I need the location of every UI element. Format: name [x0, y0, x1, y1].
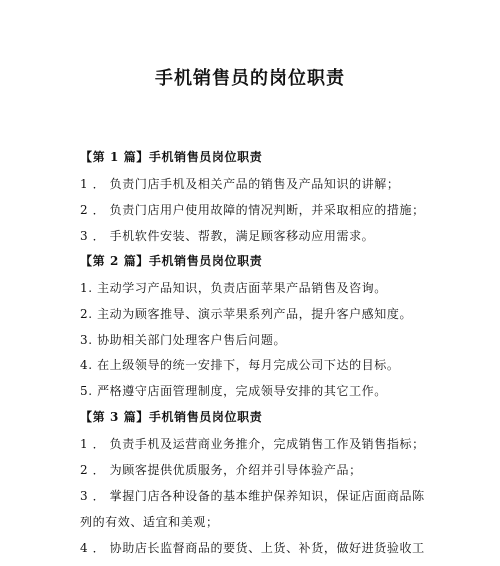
list-item: 4. 在上级领导的统一安排下，每月完成公司下达的目标。	[80, 358, 400, 372]
document-title: 手机销售员的岗位职责	[155, 68, 345, 89]
list-item: 5. 严格遵守店面管理制度，完成领导安排的其它工作。	[80, 384, 387, 398]
list-item: 1 ． 负责手机及运营商业务推介，完成销售工作及销售指标；	[80, 437, 425, 451]
list-item: 3 ． 掌握门店各种设备的基本维护保养知识，保证店面商品陈	[80, 489, 425, 503]
section-heading-1: 【第 1 篇】手机销售员岗位职责	[80, 150, 263, 164]
list-item: 2. 主动为顾客推导、演示苹果系列产品，提升客户感知度。	[80, 307, 413, 321]
list-item: 4 ． 协助店长监督商品的要货、上货、补货，做好进货验收工	[80, 541, 425, 555]
list-item: 2 ． 为顾客提供优质服务，介绍并引导体验产品；	[80, 463, 362, 477]
list-item: 1 ． 负责门店手机及相关产品的销售及产品知识的讲解；	[80, 177, 400, 191]
section-heading-3: 【第 3 篇】手机销售员岗位职责	[80, 410, 263, 424]
list-item-continuation: 列的有效、适宜和美观；	[80, 515, 219, 529]
list-item: 3 ． 手机软件安装、帮教，满足顾客移动应用需求。	[80, 229, 375, 243]
list-item: 2 ． 负责门店用户使用故障的情况判断，并采取相应的措施；	[80, 203, 425, 217]
section-heading-2: 【第 2 篇】手机销售员岗位职责	[80, 254, 263, 268]
list-item: 3. 协助相关部门处理客户售后问题。	[80, 333, 287, 347]
list-item: 1. 主动学习产品知识，负责店面苹果产品销售及咨询。	[80, 281, 387, 295]
